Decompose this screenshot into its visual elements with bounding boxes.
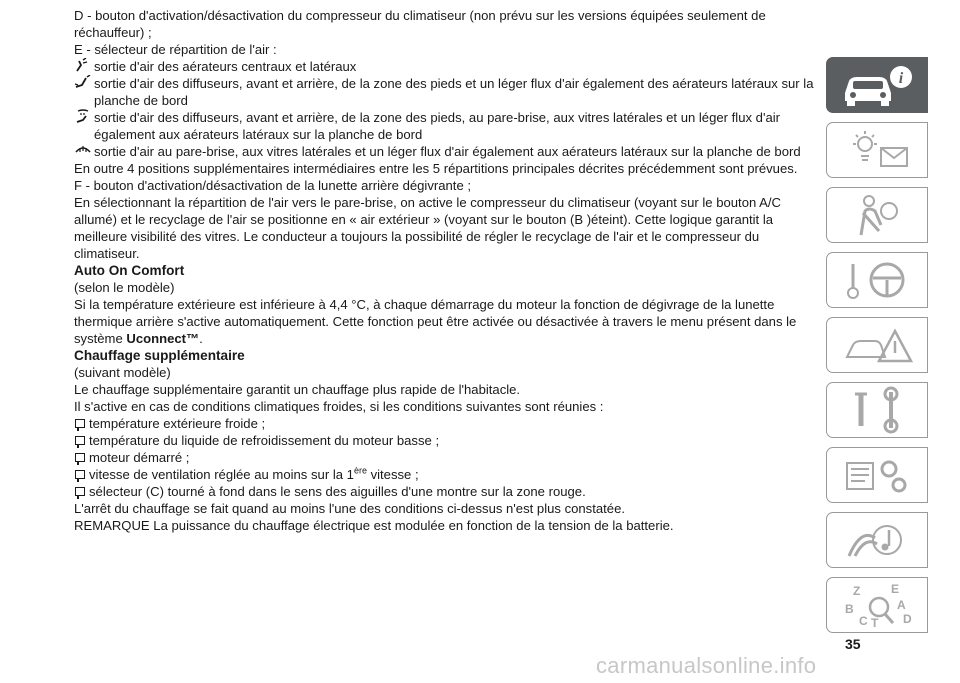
tab-starting-driving[interactable]	[826, 252, 928, 308]
final-paragraph-2: REMARQUE La puissance du chauffage électrique est modulée en fonction de la tension de la batterie.	[74, 518, 674, 533]
heat-paragraph-1: Le chauffage supplémentaire garantit un chauffage plus rapide de l'habitacle.	[74, 382, 521, 397]
tab-vehicle-knowledge[interactable]	[826, 57, 928, 113]
tab-index[interactable]	[826, 577, 928, 633]
heat-paragraph-2: Il s'active en cas de conditions climatiques froides, si les conditions suivantes sont réunies :	[74, 399, 604, 414]
manual-text-column	[74, 7, 816, 534]
car-info-icon	[835, 61, 919, 109]
final-paragraph-1: L'arrêt du chauffage se fait quand au moins l'une des conditions ci-dessus n'est plus constatée.	[74, 501, 625, 516]
face-feet-vent-icon	[74, 75, 92, 89]
bullet-marker-icon	[75, 453, 85, 462]
e-option-4	[74, 143, 816, 160]
list-item-text: température extérieure froide ;	[89, 416, 266, 431]
tab-technical-data[interactable]	[826, 447, 928, 503]
bullet-marker-icon	[75, 470, 85, 479]
bullet4-text-end: vitesse ;	[366, 467, 419, 482]
index-letter: A	[897, 598, 906, 612]
bullet-marker-icon	[75, 487, 85, 496]
e-extra: En outre 4 positions supplémentaires intermédiaires entre les 5 répartitions principales décrites précédemment sont prévues.	[74, 161, 798, 176]
f-paragraph: En sélectionnant la répartition de l'air vers le pare-brise, on active le compresseur du climatiseur (voyant sur le bouton A/C allumé) et le recyclage de l'air se positionne en « air extérieur » (voyant sur le bouton (B )éteint). Cette logique garantit la meilleure visibilité des vitres. Le conducteur a toujours la possibilité de régler le recyclage de l'air et le compresseur du climatiseur.	[74, 195, 781, 261]
warning-lights-icon	[835, 126, 919, 174]
f-line: F - bouton d'activation/désactivation de la lunette arrière dégivrante ;	[74, 178, 472, 193]
auto-model-note: (selon le modèle)	[74, 280, 175, 295]
svg-text:i: i	[898, 70, 904, 87]
music-note-icon	[835, 516, 919, 564]
list-item	[74, 466, 816, 483]
seatbelt-airbag-icon	[835, 191, 919, 239]
list-item	[74, 432, 816, 449]
auto-on-comfort-heading: Auto On Comfort	[74, 263, 185, 278]
tab-multimedia[interactable]	[826, 512, 928, 568]
auto-paragraph-end: .	[199, 331, 203, 346]
bullet-marker-icon	[75, 419, 85, 428]
wrench-tools-icon	[835, 386, 919, 434]
e-option-1-text: sortie d'air des aérateurs centraux et latéraux	[94, 59, 357, 74]
watermark: carmanualsonline.info	[596, 653, 817, 678]
list-item	[74, 449, 816, 466]
windscreen-demist-icon	[74, 143, 92, 157]
e-option-3-text: sortie d'air des diffuseurs, avant et arrière, de la zone des pieds, au pare-brise, aux vitres latérales et un léger flux d'air également aux aérateurs latéraux sur la planche de bord	[94, 110, 780, 142]
warning-triangle-icon	[835, 321, 919, 369]
tab-dashboard-warnings[interactable]	[826, 122, 928, 178]
list-item-text	[89, 466, 419, 483]
index-letter: T	[871, 616, 879, 629]
face-vent-icon	[74, 58, 92, 72]
bullet4-superscript: ère	[353, 465, 367, 476]
e-option-1	[74, 58, 816, 75]
uconnect-brand: Uconnect™	[126, 331, 200, 346]
bullet-marker-icon	[75, 436, 85, 445]
tab-servicing[interactable]	[826, 382, 928, 438]
chapter-tab-sidebar	[826, 57, 928, 642]
tab-emergency[interactable]	[826, 317, 928, 373]
tab-safety[interactable]	[826, 187, 928, 243]
key-steering-wheel-icon	[835, 256, 919, 304]
d-line: D - bouton d'activation/désactivation du compresseur du climatiseur (non prévu sur les versions équipées seulement de réchauffeur) ;	[74, 8, 766, 40]
auto-paragraph-text: Si la température extérieure est inférieure à 4,4 °C, à chaque démarrage du moteur la fonction de dégivrage de la lunette thermique arrière s'active automatiquement. Cette fonction peut être activée ou désactivée à travers le menu présent dans le système	[74, 297, 797, 346]
list-item-text: moteur démarré ;	[89, 450, 190, 465]
e-option-2-text: sortie d'air des diffuseurs, avant et arrière, de la zone des pieds et un léger flux d'air également des aérateurs latéraux sur la planche de bord	[94, 76, 814, 108]
index-letter: D	[903, 612, 912, 626]
index-letter: E	[891, 582, 900, 596]
gears-icon	[835, 451, 919, 499]
list-item-text: sélecteur (C) tourné à fond dans le sens des aiguilles d'une montre sur la zone rouge.	[89, 484, 586, 499]
e-line: E - sélecteur de répartition de l'air :	[74, 42, 277, 57]
alphabetical-index-icon	[835, 581, 919, 629]
heat-model-note: (suivant modèle)	[74, 365, 171, 380]
index-letter: C	[859, 614, 868, 628]
e-option-3	[74, 109, 816, 143]
list-item	[74, 415, 816, 432]
index-letter: B	[845, 602, 854, 616]
auto-paragraph	[74, 296, 816, 347]
page-number: 35	[845, 636, 861, 652]
feet-windscreen-vent-icon	[74, 109, 92, 123]
e-option-2	[74, 75, 816, 109]
e-option-4-text: sortie d'air au pare-brise, aux vitres latérales et un léger flux d'air également aux aérateurs latéraux sur la planche de bord	[94, 144, 801, 159]
bullet4-text: vitesse de ventilation réglée au moins sur la 1	[89, 467, 354, 482]
supplementary-heating-heading: Chauffage supplémentaire	[74, 348, 245, 363]
index-letter: Z	[853, 584, 861, 598]
list-item-text: température du liquide de refroidissement du moteur basse ;	[89, 433, 440, 448]
list-item	[74, 483, 816, 500]
